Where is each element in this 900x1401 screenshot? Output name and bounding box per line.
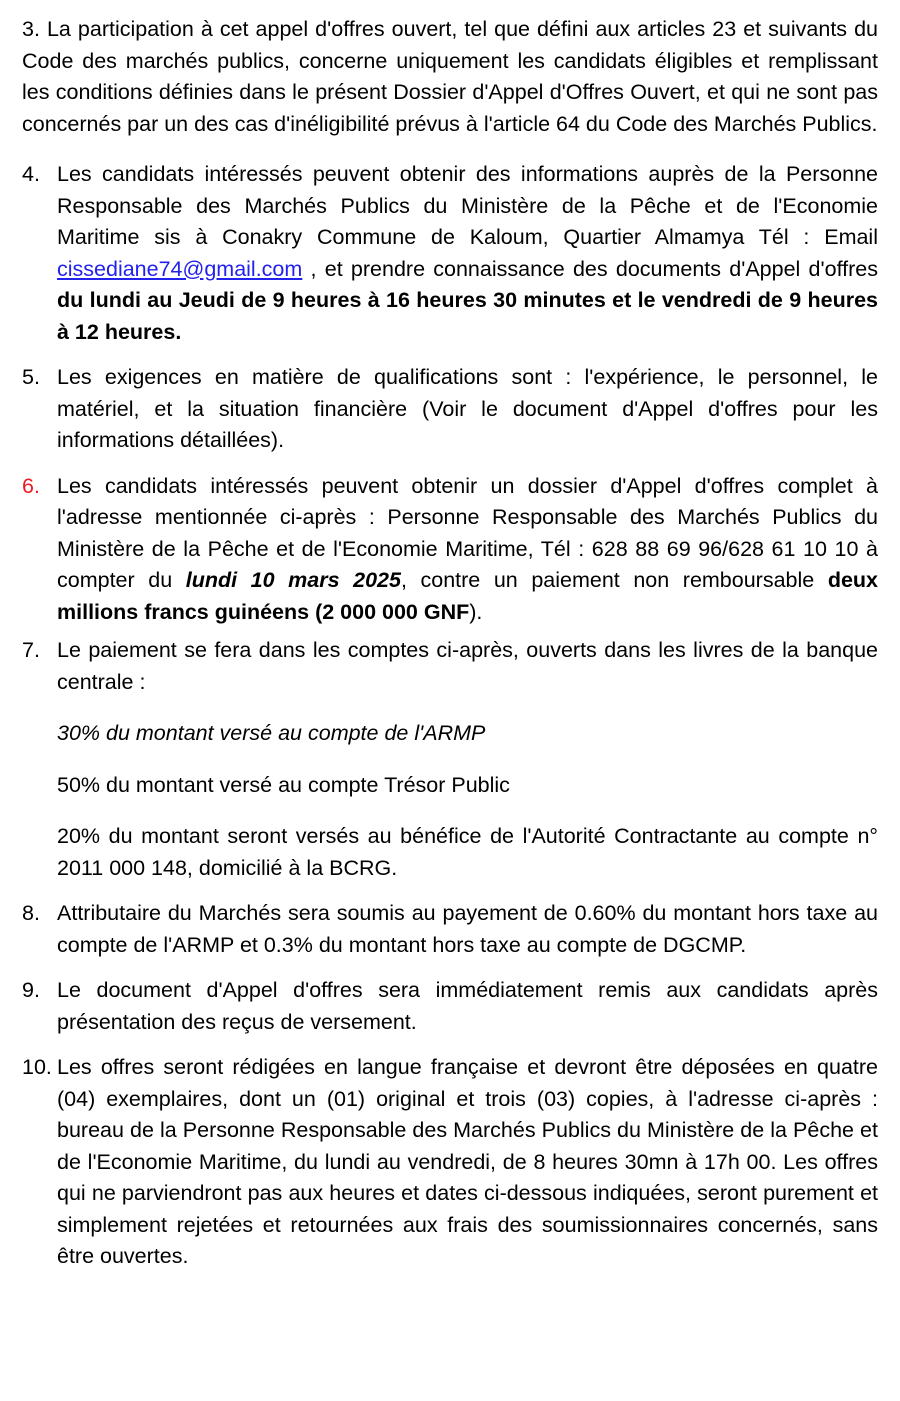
clause-6-text-part1: Les candidats intéressés peuvent obtenir un dossier d'Appel d'offres complet à l'adresse mentionnée ci-après : Personne Responsable des Marchés Publics du Ministère de la Pêche et de l'Economie Maritime, Tél : 628 88 69 96/628 61 10 10 à compter du [57, 473, 878, 592]
clause-3-text: La participation à cet appel d'offres ouvert, tel que défini aux articles 23 et suivants du Code des marchés publics, concerne uniquement les candidats éligibles et remplissant les conditions définies dans le présent Dossier d'Appel d'Offres Ouvert, et qui ne sont pas concernés par un des cas d'inéligibilité prévus à l'article 64 du Code des Marchés Publics. [22, 17, 878, 136]
clause-6-text-part2: , contre un paiement non remboursable [400, 568, 828, 592]
clause-item-7 [22, 635, 878, 884]
clause-item-6 [22, 471, 878, 629]
clause-item-4 [22, 159, 878, 348]
clause-7-lead-text: Le paiement se fera dans les comptes ci-après, ouverts dans les livres de la banque centrale : [57, 638, 878, 694]
payment-share-autorite-contractante: 20% du montant seront versés au bénéfice de l'Autorité Contractante au compte n° 2011 000 148, domicilié à la BCRG. [57, 824, 878, 880]
clause-9-number: 9. [22, 978, 40, 1002]
clause-item-9 [22, 975, 878, 1038]
clause-8-number: 8. [22, 901, 40, 925]
clause-5-number: 5. [22, 365, 40, 389]
clause-item-10 [22, 1052, 878, 1273]
clause-4-opening-hours: du lundi au Jeudi de 9 heures à 16 heures 30 minutes et le vendredi de 9 heures à 12 heures. [57, 288, 878, 344]
clause-6-text-part3: ). [469, 599, 483, 624]
clause-6-body [57, 471, 878, 629]
clause-10-body [57, 1052, 878, 1273]
payment-share-armp: 30% du montant versé au compte de l'ARMP [57, 721, 486, 745]
clause-6-fee-amount: deux millions francs guinéens (2 000 000 GNF [57, 568, 878, 624]
clause-item-3 [22, 14, 878, 140]
clause-6-paragraph [57, 471, 878, 629]
clause-4-text-part2: , et prendre connaissance des documents d'Appel d'offres [302, 256, 878, 281]
clause-4-number: 4. [22, 162, 40, 186]
clause-item-5 [22, 362, 878, 457]
clause-5-text: Les exigences en matière de qualifications sont : l'expérience, le personnel, le matériel, et la situation financière (Voir le document d'Appel d'offres pour les informations détaillées). [57, 365, 878, 452]
clause-7-body [57, 635, 878, 884]
clause-4-paragraph [57, 159, 878, 348]
email-link[interactable]: cissediane74@gmail.com [57, 256, 303, 281]
clause-8-body [57, 898, 878, 961]
clause-7-number: 7. [22, 638, 40, 662]
clause-4-text-part1: Les candidats intéressés peuvent obtenir des informations auprès de la Personne Responsable des Marchés Publics du Ministère de la Pêche et de l'Economie Maritime sis à Conakry Commune de Kaloum, Quartier Almamya Tél : Email [57, 162, 878, 249]
payment-share-tresor-public: 50% du montant versé au compte Trésor Public [57, 772, 510, 797]
clause-6-number: 6. [22, 473, 40, 498]
clause-10-number: 10. [22, 1055, 52, 1079]
clause-9-body [57, 975, 878, 1038]
clause-5-body [57, 362, 878, 457]
clause-item-8 [22, 898, 878, 961]
clause-3-number: 3. [22, 17, 40, 41]
clause-9-text: Le document d'Appel d'offres sera immédiatement remis aux candidats après présentation des reçus de versement. [57, 978, 878, 1034]
clause-4-body [57, 159, 878, 348]
clause-8-text: Attributaire du Marchés sera soumis au payement de 0.60% du montant hors taxe au compte de l'ARMP et 0.3% du montant hors taxe au compte de DGCMP. [57, 901, 878, 957]
clause-6-start-date: lundi 10 mars 2025 [185, 568, 401, 592]
clause-10-text: Les offres seront rédigées en langue française et devront être déposées en quatre (04) exemplaires, dont un (01) original et trois (03) copies, à l'adresse ci-après : bureau de la Personne Responsable des Marchés Publics du Ministère de la Pêche et de l'Economie Maritime, du lundi au vendredi, de 8 heures 30mn à 17h 00. Les offres qui ne parviendront pas aux heures et dates ci-dessous indiquées, seront purement et simplement rejetées et retournées aux frais des soumissionnaires concernés, sans être ouvertes. [57, 1055, 878, 1268]
